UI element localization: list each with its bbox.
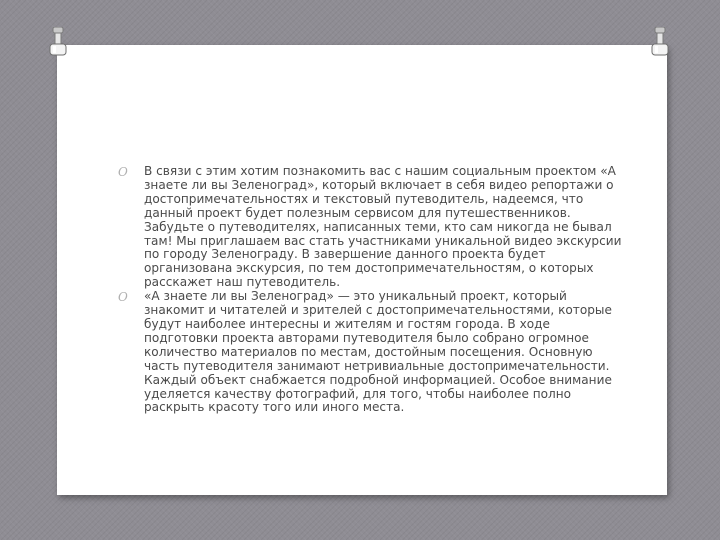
bullet-marker: O: [118, 165, 128, 179]
pushpin-right-icon: [651, 27, 669, 57]
bullet-item-2: [118, 290, 623, 415]
bullet-marker: O: [118, 290, 128, 305]
slide-content: [118, 165, 623, 415]
pushpin-left-icon: [49, 27, 67, 57]
bullet-text-1: В связи с этим хотим познакомить вас с нашим социальным проектом «А знаете ли вы Зеленоград», который включает в себя видео репортажи о достопримечательностях и текстовый путеводитель, надеемся, что данный проект будет полезным сервисом для путешественников. Забудьте о путеводителях, написанных теми, кто сам никогда не бывал там! Мы приглашаем вас стать участниками уникальной видео экскурсии по городу Зеленограду. В завершение данного проекта будет организована экскурсия, по тем достопримечательностям, о которых расскажет наш путеводитель.: [144, 164, 622, 290]
bullet-item-1: [118, 165, 623, 290]
bullet-text-2: «А знаете ли вы Зеленоград» — это уникальный проект, который знакомит и читателей и зрителей с достопримечательностями, которые будут наиболее интересны и жителям и гостям города. В ходе подготовки проекта авторами путеводителя было собрано огромное количество материалов по местам, достойным посещения. Основную часть путеводителя занимают нетривиальные достопримечательности. Каждый объект снабжается подробной информацией. Особое внимание уделяется качеству фотографий, для того, чтобы наиболее полно раскрыть красоту того или иного места.: [144, 289, 612, 415]
